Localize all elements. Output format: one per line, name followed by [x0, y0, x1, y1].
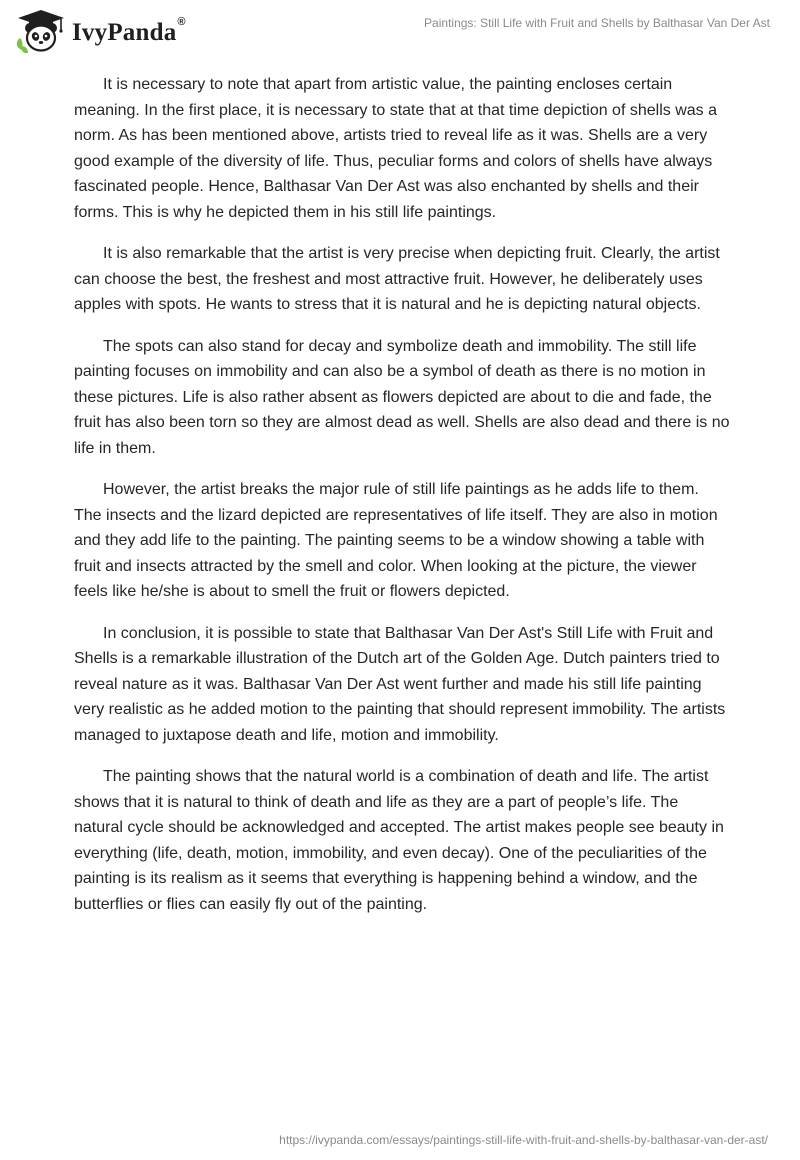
source-url-link[interactable]: https://ivypanda.com/essays/paintings-still-life-with-fruit-and-shells-by-balthasar-van-der-ast/	[279, 1133, 768, 1147]
logo-text	[72, 15, 186, 46]
paragraph: In conclusion, it is possible to state that Balthasar Van Der Ast's Still Life with Fruit and Shells is a remarkable illustration of the Dutch art of the Golden Age. Dutch painters tried to reveal nature as it was. Balthasar Van Der Ast went further and made his still life painting very realistic as he added motion to the painting that should represent immobility. The artists managed to juxtapose death and life, motion and immobility.	[74, 624, 726, 744]
paragraph: The painting shows that the natural world is a combination of death and life. The artist shows that it is natural to think of death and life as they are a part of people’s life. The natural cycle should be acknowledged and accepted. The artist makes people see beauty in everything (life, death, motion, immobility, and even decay). One of the peculiarities of the painting is its realism as it seems that everything is happening behind a window, and the butterflies or flies can easily fly out of the painting.	[74, 768, 724, 913]
page-header	[0, 0, 800, 60]
paragraph: It is also remarkable that the artist is very precise when depicting fruit. Clearly, the artist can choose the best, the freshest and most attractive fruit. However, he deliberately uses apples with spots. He wants to stress that it is natural and he is depicting natural objects.	[74, 245, 720, 313]
document-title: Paintings: Still Life with Fruit and Shells by Balthasar Van Der Ast	[424, 16, 770, 30]
essay-body	[74, 72, 730, 933]
ivypanda-logo[interactable]	[14, 8, 186, 54]
paragraph: The spots can also stand for decay and symbolize death and immobility. The still life painting focuses on immobility and can also be a symbol of death as there is no motion in these pictures. Life is also rather absent as flowers depicted are about to die and fade, the fruit has also been torn so they are almost dead as well. Shells are also dead and there is no life in them.	[74, 337, 730, 457]
logo-brand-name: IvyPanda	[72, 18, 177, 46]
paragraph: It is necessary to note that apart from artistic value, the painting encloses certain meaning. In the first place, it is necessary to state that at that time depiction of shells was a norm. As has been mentioned above, artists tried to reveal life as it was. Shells are a very good example of the diversity of life. Thus, peculiar forms and colors of shells have always fascinated people. Hence, Balthasar Van Der Ast was also enchanted by shells and their forms. This is why he depicted them in his still life paintings.	[74, 76, 717, 221]
registered-mark: ®	[177, 15, 186, 28]
paragraph: However, the artist breaks the major rule of still life paintings as he adds life to them. The insects and the lizard depicted are representatives of life itself. They are also in motion and they add life to the painting. The painting seems to be a window showing a table with fruit and insects attracted by the smell and color. When looking at the picture, the viewer feels like he/she is about to smell the fruit or flowers depicted.	[74, 481, 718, 600]
panda-graduate-icon	[14, 8, 68, 54]
